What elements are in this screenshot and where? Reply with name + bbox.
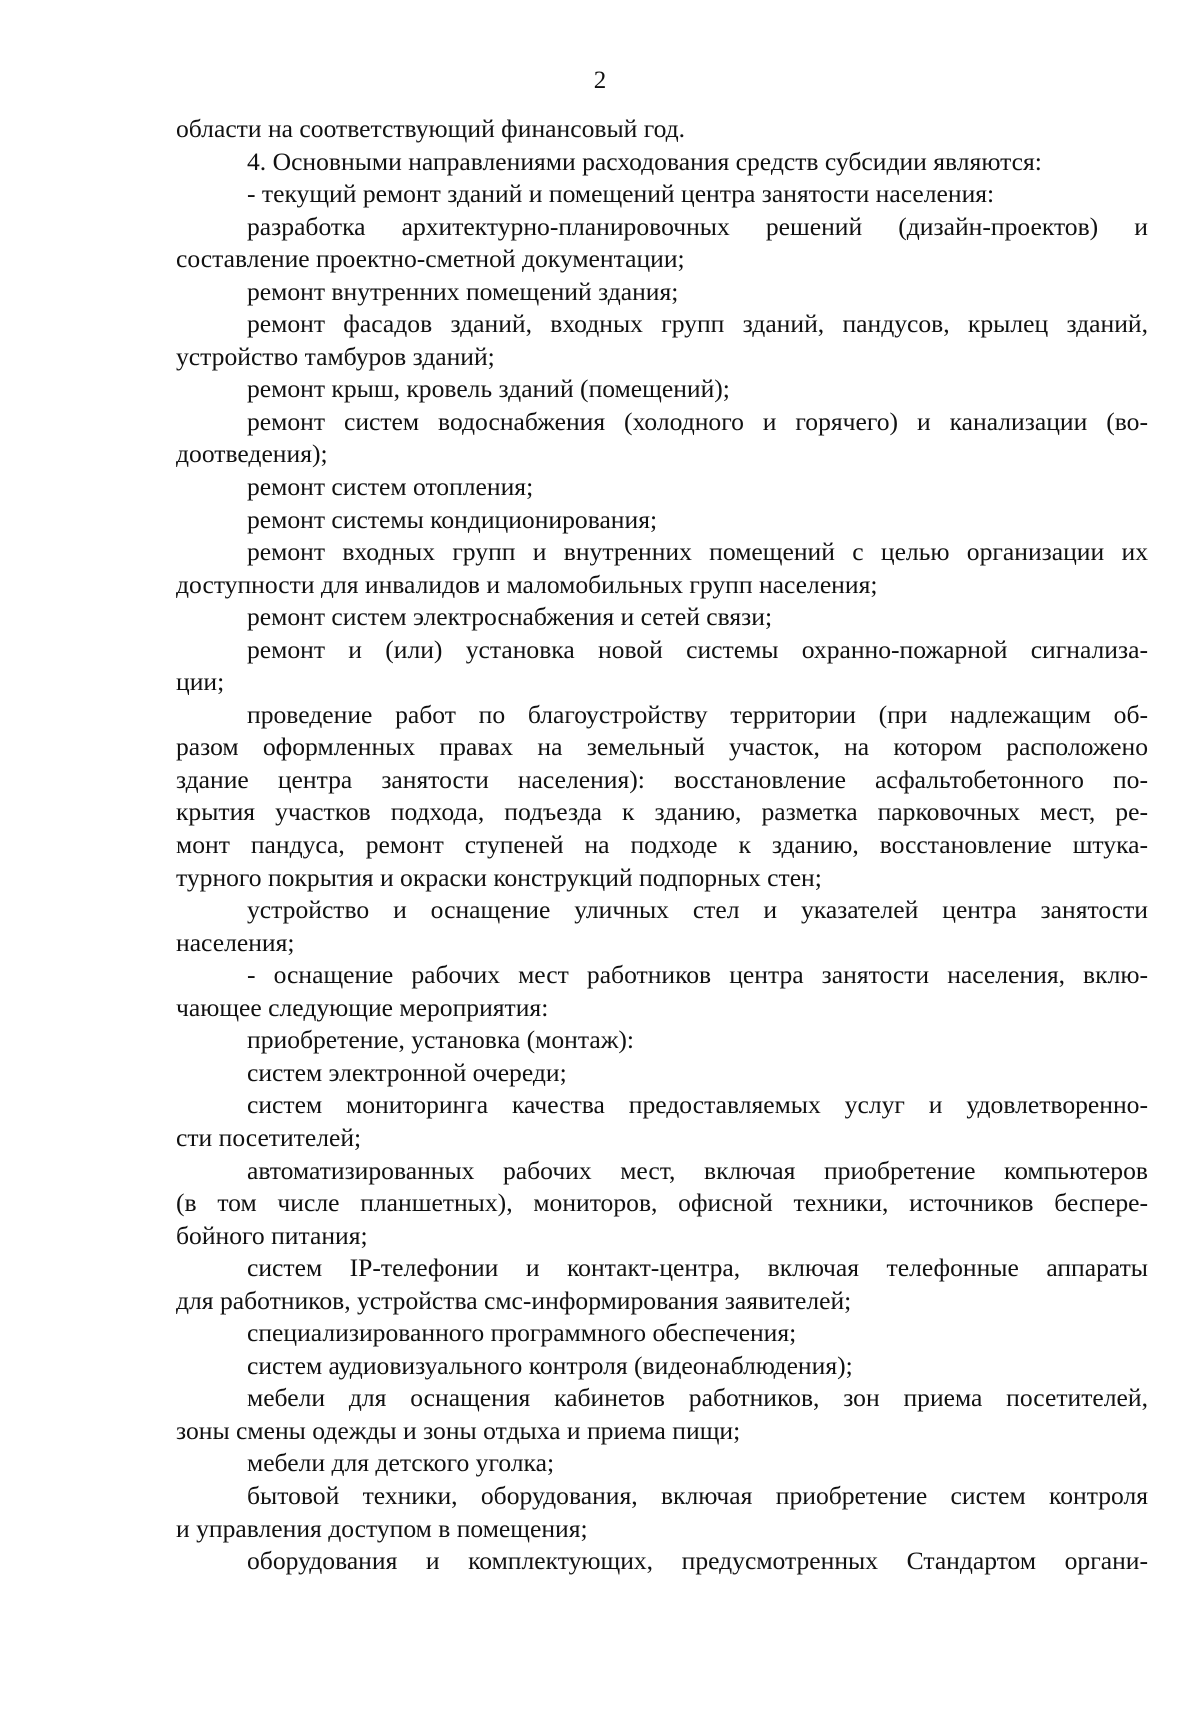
text-line: доотведения); [176,439,328,469]
text-line: бытовой техники, оборудования, включая приобретение систем контроля [247,1480,1148,1510]
text-line: систем электронной очереди; [247,1057,567,1087]
text-line: составление проектно-сметной документации; [176,244,685,274]
text-line: ремонт систем водоснабжения (холодного и горячего) и канализации (во- [247,406,1148,436]
text-line: для работников, устройства смс-информирования заявителей; [176,1285,852,1315]
text-line: специализированного программного обеспечения; [247,1318,797,1348]
text-line: турного покрытия и окраски конструкций подпорных стен; [176,862,822,892]
text-line: мебели для детского уголка; [247,1448,555,1478]
text-line: бойного питания; [176,1220,368,1250]
text-line: разом оформленных правах на земельный участок, на котором расположено [176,732,1148,762]
text-line: систем IP-телефонии и контакт-центра, включая телефонные аппараты [247,1253,1148,1283]
document-body [176,113,1148,1578]
text-line: зоны смены одежды и зоны отдыха и приема пищи; [176,1415,741,1445]
text-line: разработка архитектурно-планировочных решений (дизайн-проектов) и [247,211,1148,241]
text-line: чающее следующие мероприятия: [176,992,549,1022]
text-line: ремонт фасадов зданий, входных групп зданий, пандусов, крылец зданий, [247,309,1148,339]
text-line: крытия участков подхода, подъезда к зданию, разметка парковочных мест, ре- [176,797,1148,827]
text-line: здание центра занятости населения): восстановление асфальтобетонного по- [176,764,1148,794]
text-line: ции; [176,667,225,697]
text-line: оборудования и комплектующих, предусмотренных Стандартом органи- [247,1546,1148,1576]
text-line: автоматизированных рабочих мест, включая приобретение компьютеров [247,1155,1148,1185]
text-line: ремонт внутренних помещений здания; [247,276,679,306]
text-line: монт пандуса, ремонт ступеней на подходе к зданию, восстановление штука- [176,830,1148,860]
text-line: систем аудиовизуального контроля (видеонаблюдения); [247,1350,853,1380]
text-line: приобретение, установка (монтаж): [247,1025,635,1055]
text-line: устройство тамбуров зданий; [176,341,495,371]
text-line: сти посетителей; [176,1122,362,1152]
text-line: ремонт крыш, кровель зданий (помещений); [247,374,730,404]
text-line: ремонт системы кондиционирования; [247,504,658,534]
text-line: (в том числе планшетных), мониторов, офисной техники, источников беспере- [176,1188,1148,1218]
text-line: ремонт систем отопления; [247,472,534,502]
text-line: проведение работ по благоустройству территории (при надлежащим об- [247,699,1148,729]
text-line: доступности для инвалидов и маломобильных групп населения; [176,569,878,599]
text-line: систем мониторинга качества предоставляемых услуг и удовлетворенно- [247,1090,1148,1120]
text-line: 4. Основными направлениями расходования средств субсидии являются: [247,146,1042,176]
text-line: ремонт систем электроснабжения и сетей связи; [247,602,773,632]
text-line: устройство и оснащение уличных стел и указателей центра занятости [247,895,1148,925]
text-line: области на соответствующий финансовый год. [176,114,686,143]
text-line: мебели для оснащения кабинетов работников, зон приема посетителей, [247,1383,1148,1413]
text-line: - текущий ремонт зданий и помещений центра занятости населения: [247,179,995,209]
text-line: населения; [176,927,295,957]
text-line: и управления доступом в помещения; [176,1513,588,1543]
text-line: - оснащение рабочих мест работников центра занятости населения, вклю- [247,960,1148,990]
text-line: ремонт входных групп и внутренних помещений с целью организации их [247,537,1148,567]
page-number: 2 [593,67,607,94]
text-line: ремонт и (или) установка новой системы охранно-пожарной сигнализа- [247,634,1148,664]
